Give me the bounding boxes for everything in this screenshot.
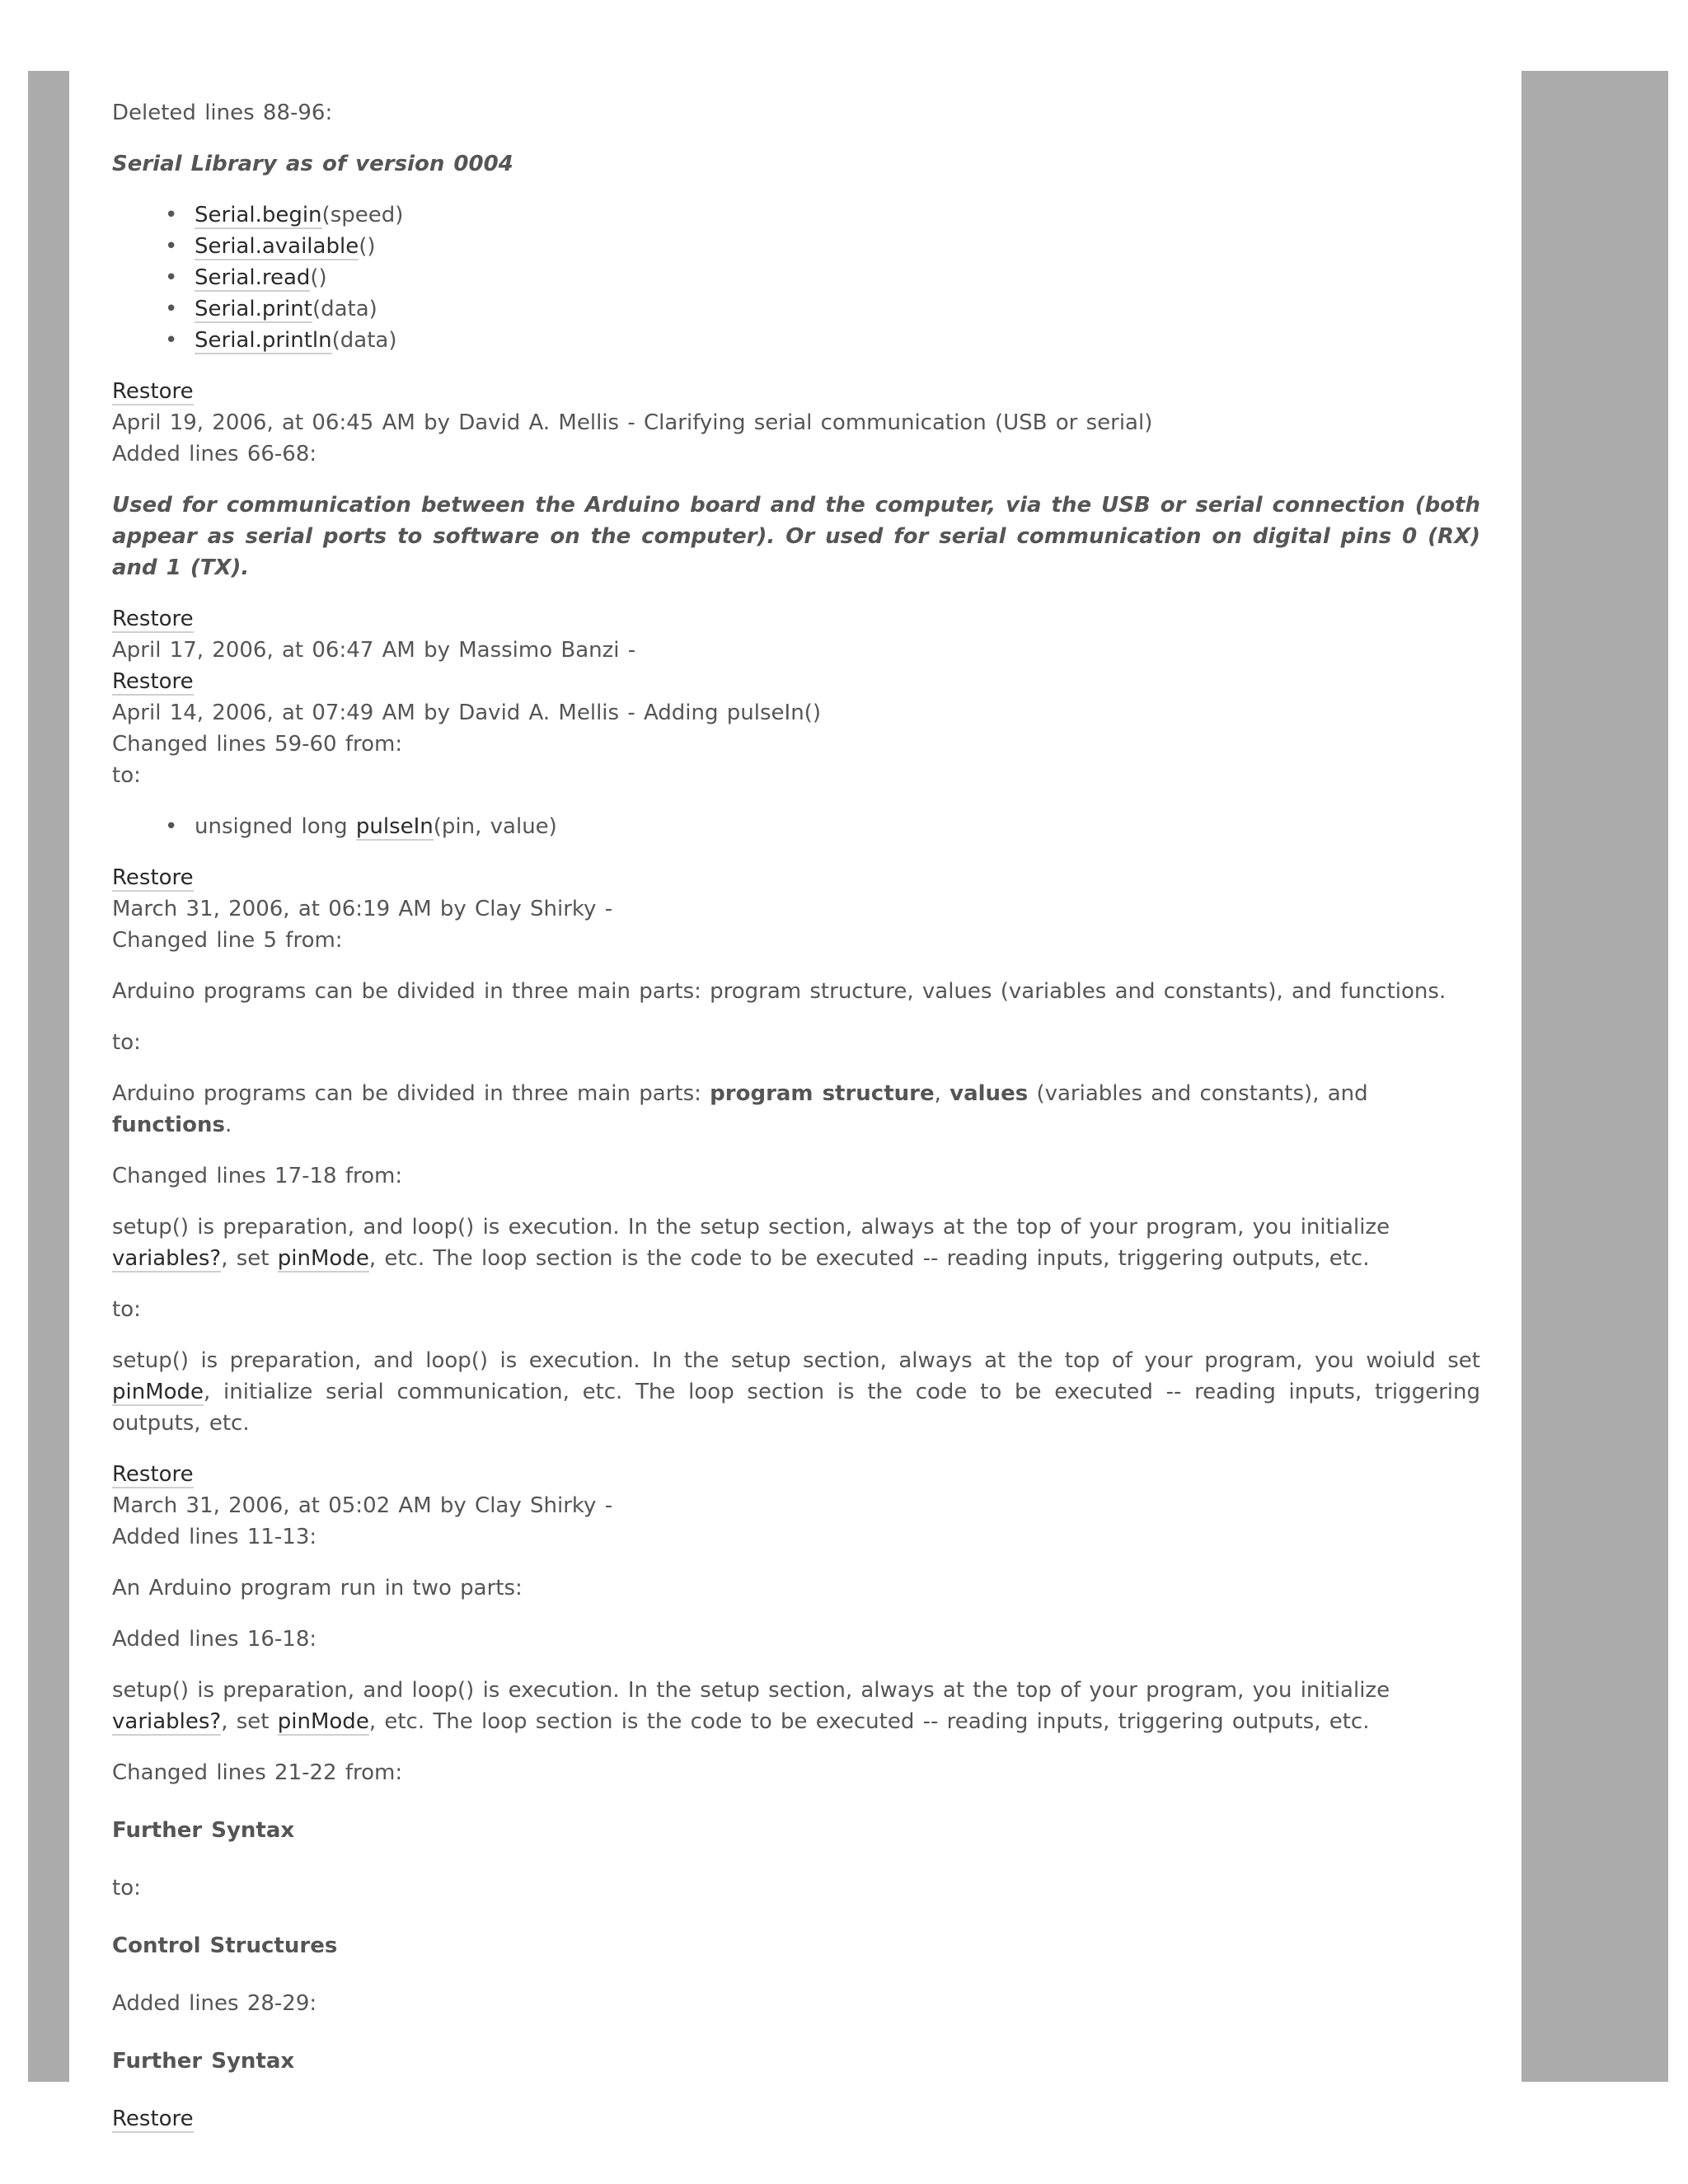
diff-heading: Further Syntax	[112, 1818, 295, 1843]
right-gray-bar	[1522, 71, 1668, 2082]
pinmode-link[interactable]: pinMode	[112, 1380, 204, 1404]
list-item: • Serial.available()	[195, 231, 1480, 262]
list-item: • unsigned long pulseIn(pin, value)	[195, 811, 1480, 842]
serial-function-list	[112, 199, 1480, 356]
diff-header: Changed lines 59-60 from:	[112, 732, 403, 757]
diff-text: Arduino programs can be divided in three main parts: program structure, values (variables and constants), and functions.	[112, 979, 1447, 1004]
diff-header: Added lines 28-29:	[112, 1991, 317, 2016]
diff-header: Added lines 11-13:	[112, 1525, 317, 1549]
diff-text: Used for communication between the Arduino board and the computer, via the USB or serial connection (both appear as serial ports to software on the computer). Or used for serial communication on digital pins 0 (RX) and 1 (TX).	[112, 493, 1480, 580]
restore-line	[112, 603, 1480, 635]
revision-meta: April 14, 2006, at 07:49 AM by David A. Mellis - Adding pulseIn()	[112, 701, 821, 725]
restore-link[interactable]: Restore	[112, 379, 194, 404]
diff-text: setup() is preparation, and loop() is execution. In the setup section, always at the top of your program, you woiuld set pinMode, initialize serial communication, etc. The loop section is the code to be executed -- reading inputs, triggering outputs, etc.	[112, 1348, 1480, 1436]
pinmode-link[interactable]: pinMode	[277, 1709, 369, 1734]
pulsein-list	[112, 811, 1480, 842]
left-gray-bar	[28, 71, 69, 2082]
pulsein-link[interactable]: pulseIn	[355, 814, 434, 839]
revision-meta: March 31, 2006, at 06:19 AM by Clay Shirky -	[112, 897, 613, 921]
restore-line	[112, 862, 1480, 893]
diff-text: setup() is preparation, and loop() is execution. In the setup section, always at the top of your program, you initialize variables?, set pinMode, etc. The loop section is the code to be executed -- reading inputs, triggering outputs, etc.	[112, 1678, 1390, 1734]
list-item: • Serial.println(data)	[195, 325, 1480, 356]
restore-line	[112, 666, 1480, 697]
diff-heading: Control Structures	[112, 1933, 338, 1958]
diff-header: Changed lines 17-18 from:	[112, 1164, 403, 1188]
diff-header: Added lines 16-18:	[112, 1627, 317, 1652]
diff-to-label: to:	[112, 1297, 141, 1322]
diff-heading: Further Syntax	[112, 2049, 295, 2074]
restore-link[interactable]: Restore	[112, 865, 194, 890]
serial-println-link[interactable]: Serial.println	[195, 328, 332, 353]
variables-link[interactable]: variables?	[112, 1246, 222, 1271]
list-item: • Serial.read()	[195, 262, 1480, 293]
restore-link[interactable]: Restore	[112, 1462, 194, 1487]
diff-text: An Arduino program run in two parts:	[112, 1576, 523, 1601]
revision-meta: April 19, 2006, at 06:45 AM by David A. Mellis - Clarifying serial communication (USB or serial)	[112, 410, 1153, 435]
variables-link[interactable]: variables?	[112, 1709, 222, 1734]
restore-line	[112, 376, 1480, 407]
diff-header: Changed lines 21-22 from:	[112, 1760, 403, 1785]
restore-link[interactable]: Restore	[112, 2107, 194, 2131]
serial-read-link[interactable]: Serial.read	[195, 265, 311, 290]
diff-text: setup() is preparation, and loop() is execution. In the setup section, always at the top of your program, you initialize variables?, set pinMode, etc. The loop section is the code to be executed -- reading inputs, triggering outputs, etc.	[112, 1215, 1390, 1271]
list-item: • Serial.print(data)	[195, 293, 1480, 325]
diff-to-label: to:	[112, 1876, 141, 1900]
revision-meta: April 17, 2006, at 06:47 AM by Massimo Banzi -	[112, 638, 636, 663]
diff-to-label: to:	[112, 1030, 141, 1055]
list-item: • Serial.begin(speed)	[195, 199, 1480, 231]
page-history-content	[112, 97, 1480, 2135]
serial-available-link[interactable]: Serial.available	[195, 234, 359, 259]
serial-print-link[interactable]: Serial.print	[195, 297, 312, 321]
diff-text: Arduino programs can be divided in three main parts: program structure, values (variables and constants), and functions.	[112, 1081, 1368, 1137]
diff-header: Deleted lines 88-96:	[112, 101, 333, 125]
diff-header: Changed line 5 from:	[112, 928, 343, 953]
diff-text: Serial Library as of version 0004	[112, 152, 513, 176]
serial-begin-link[interactable]: Serial.begin	[195, 203, 322, 227]
revision-meta: March 31, 2006, at 05:02 AM by Clay Shirky -	[112, 1493, 613, 1518]
restore-line	[112, 1459, 1480, 1490]
pinmode-link[interactable]: pinMode	[277, 1246, 369, 1271]
restore-line	[112, 2103, 1480, 2135]
diff-header: Added lines 66-68:	[112, 442, 317, 466]
diff-to-label: to:	[112, 763, 141, 788]
restore-link[interactable]: Restore	[112, 607, 194, 631]
restore-link[interactable]: Restore	[112, 669, 194, 694]
